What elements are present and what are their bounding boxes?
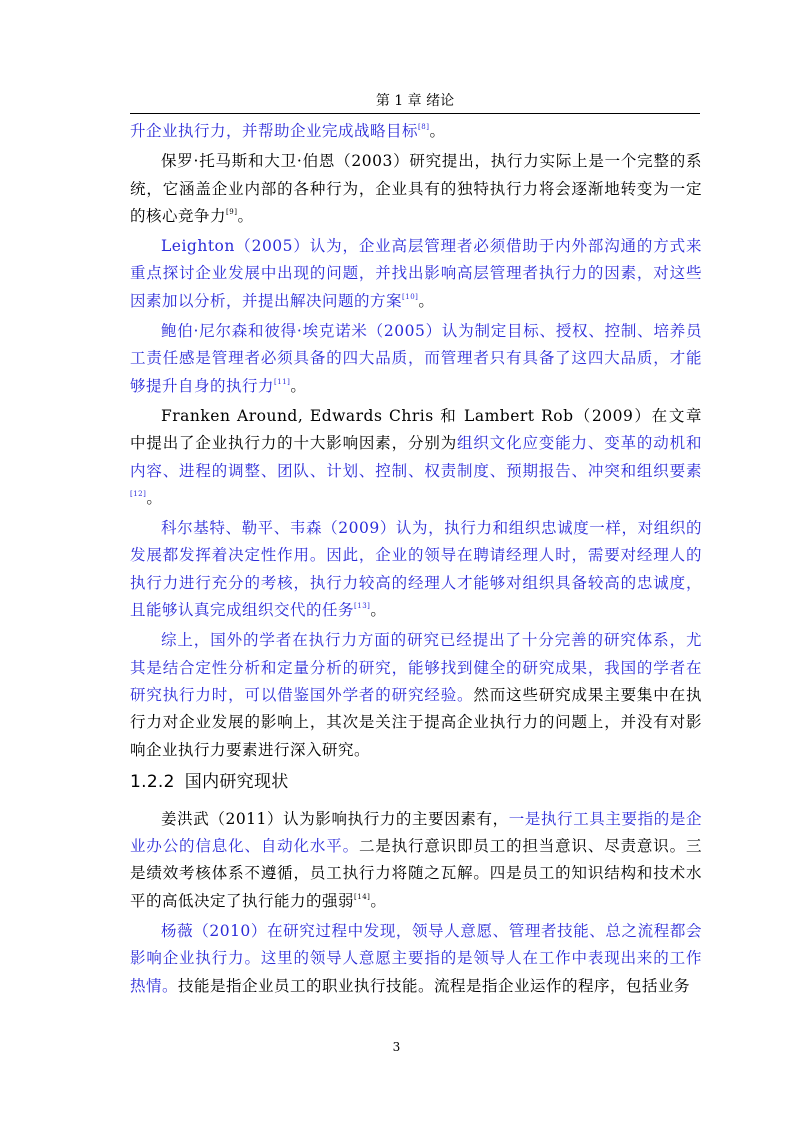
running-header: 第 1 章 绪论 <box>375 93 455 109</box>
paragraph <box>130 118 702 148</box>
citation-ref: [14] <box>354 892 371 901</box>
page-body <box>130 118 702 1000</box>
citation-ref: [11] <box>274 377 291 386</box>
text-segment: 。 <box>418 291 435 310</box>
text-segment: 科尔基特、勒平、韦森（2009）认为，执行力和组织忠诚度一样，对组织的发展都发挥着决定性作用。因此，企业的领导在聘请经理人时，需要对经理人的执行力进行充分的考核，执行力较高的经理人才能够对组织具备较高的忠诚度，且能够认真完成组织交代的任务 <box>130 519 702 620</box>
foreign-research-paragraphs <box>130 118 702 764</box>
section-heading <box>130 770 702 794</box>
text-segment: 综上，国外的学者在执行力方面的研究已经提出了十分完善的研究体系，尤其是结合定性分析和定量分析的研究，能够找到健全的研究成果，我国的学者在研究执行力时，可以借鉴国外学者的研究经验。 <box>130 631 702 704</box>
page-number: 3 <box>392 1040 401 1054</box>
paragraph <box>130 318 702 403</box>
paragraph <box>130 806 702 918</box>
text-segment: 。 <box>146 488 163 507</box>
text-segment: 升企业执行力，并帮助企业完成战略目标 <box>130 122 419 140</box>
text-segment: 。 <box>370 891 387 910</box>
section-title: 国内研究现状 <box>184 771 289 792</box>
text-segment: 然而这些研究成果主要集中在执行力对企业发展的影响上，其次是关注于提高企业执行力的问题上，并没有对影响企业执行力要素进行深入研究。 <box>130 685 702 759</box>
text-segment: 鲍伯·尼尔森和彼得·埃克诺米（2005）认为制定目标、授权、控制、培养员工责任感是管理者必须具备的四大品质，而管理者只有具备了这四大品质，才能够提升自身的执行力 <box>130 322 702 395</box>
paragraph <box>130 148 702 233</box>
paragraph <box>130 403 702 515</box>
text-segment: Franken Around, Edwards Chris 和 Lambert Rob（2009）在文章中提出了企业执行力的十大影响因素，分别为 <box>130 406 702 453</box>
text-segment: 。 <box>290 376 307 395</box>
paragraph <box>130 515 702 627</box>
citation-ref: [12] <box>130 489 147 498</box>
paragraph <box>130 627 702 763</box>
text-segment: 。 <box>429 122 446 140</box>
citation-ref: [9] <box>226 207 238 216</box>
paragraph <box>130 233 702 318</box>
text-segment: 保罗·托马斯和大卫·伯恩（2003）研究提出，执行力实际上是一个完整的系统，它涵盖企业内部的各种行为，企业具有的独特执行力将会逐渐地转变为一定的核心竞争力 <box>130 152 702 225</box>
text-segment: 姜洪武（2011）认为影响执行力的主要因素有， <box>161 809 509 828</box>
paragraph <box>130 918 702 1000</box>
text-segment: 组织文化应变能力、变革的动机和内容、进程的调整、团队、计划、控制、权责制度、预期报告、冲突和组织要素 <box>130 434 702 480</box>
text-segment: 一是执行工具主要指的是企业办公的信息化、自动化水平。 <box>130 809 702 856</box>
text-segment: 二是执行意识即员工的担当意识、尽责意识。三是绩效考核体系不遵循，员工执行力将随之瓦解。四是员工的知识结构和技术水平的高低决定了执行能力的强弱 <box>130 837 702 910</box>
text-segment: 。 <box>237 206 254 225</box>
header-rule <box>130 113 700 114</box>
text-segment: Leighton（2005）认为，企业高层管理者必须借助于内外部沟通的方式来重点探讨企业发展中出现的问题，并找出影响高层管理者执行力的因素，对这些因素加以分析，并提出解决问题的方案 <box>130 237 702 310</box>
section-number: 1.2.2 <box>130 771 175 792</box>
citation-ref: [10] <box>402 292 419 301</box>
text-segment: 。 <box>370 601 387 620</box>
text-segment: 技能是指企业员工的职业执行技能。流程是指企业运作的程序，包括业务 <box>178 976 691 995</box>
domestic-research-paragraphs <box>130 806 702 1000</box>
text-segment: 杨薇（2010）在研究过程中发现，领导人意愿、管理者技能、总之流程都会影响企业执行力。这里的领导人意愿主要指的是领导人在工作中表现出来的工作热情。 <box>130 922 702 995</box>
citation-ref: [8] <box>418 123 430 131</box>
citation-ref: [13] <box>354 602 371 611</box>
